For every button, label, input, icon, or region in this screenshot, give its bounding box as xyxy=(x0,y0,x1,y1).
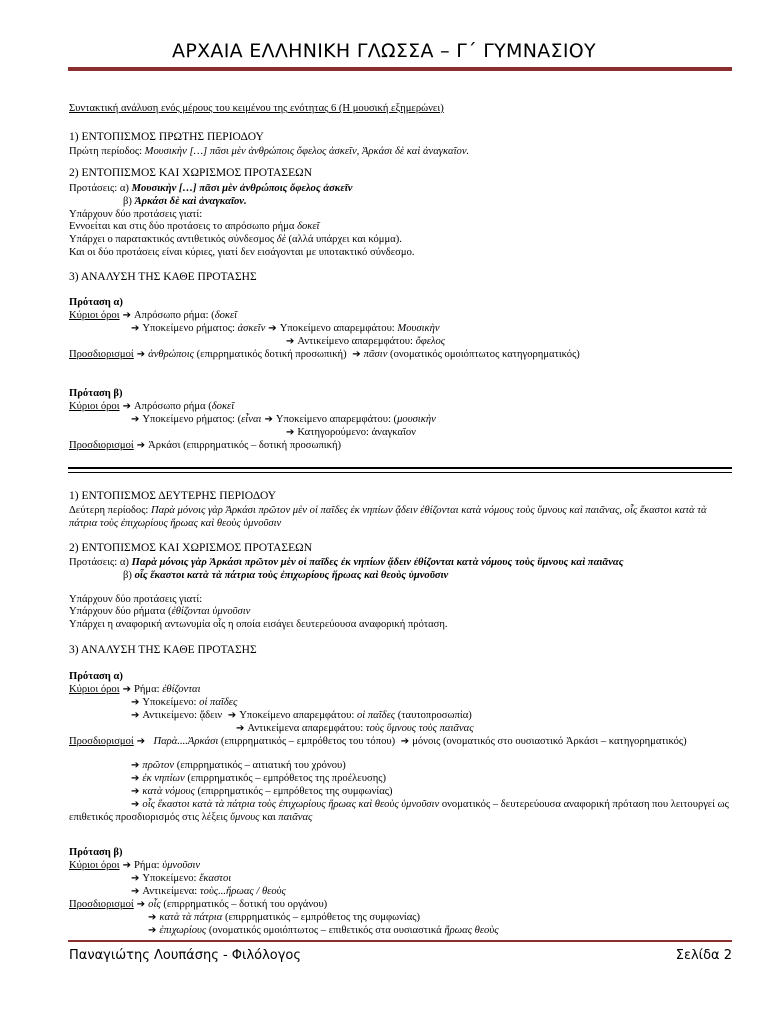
p1-a3-word: ὄφελος xyxy=(415,336,446,347)
p2-a8-word: κατὰ νόμους xyxy=(142,786,195,797)
p1-w2-word: δὲ xyxy=(276,234,286,245)
p2-w1-verbs: ἐθίζονται ὑμνοῦσιν xyxy=(171,606,251,617)
p1-pb-text: Ἀρκάσι δὲ καὶ ἀναγκαῖον. xyxy=(134,196,247,207)
p2-a3-note: (ταυτοπροσωπία) xyxy=(395,710,472,721)
p2-clause-a-title: Πρόταση α) xyxy=(69,671,123,682)
p1-b3-text: Κατηγορούμενο: xyxy=(297,427,372,438)
arrow-right-icon: ➔ xyxy=(136,736,146,747)
p2-a6-text: (επιρρηματικός – αιτιατική του χρόνου) xyxy=(174,760,346,771)
p1-a3-text: Αντικείμενο απαρεμφάτου: xyxy=(297,336,416,347)
p2-a2-text: Υποκείμενο: xyxy=(142,697,200,708)
p1-l1-label: Πρώτη περίοδος: xyxy=(69,146,145,157)
p1-a-row-1 xyxy=(69,310,733,322)
arrow-right-icon: ➔ xyxy=(122,401,131,412)
p2-b-row-1 xyxy=(69,860,733,872)
arrow-right-icon: ➔ xyxy=(131,710,140,721)
p1-a2-word: ἀσκεῖν xyxy=(237,323,266,334)
arrow-right-icon: ➔ xyxy=(131,697,140,708)
arrow-right-icon: ➔ xyxy=(227,710,237,721)
modifiers-label: Προσδιορισμοί xyxy=(69,899,134,910)
arrow-right-icon: ➔ xyxy=(131,760,140,771)
p1-a4-word2: πᾶσιν xyxy=(363,349,388,360)
p2-a-row-8 xyxy=(128,786,768,798)
p2-b3-text: Αντικείμενα: xyxy=(142,886,200,897)
p2-a-row-6 xyxy=(128,760,768,772)
arrow-right-icon: ➔ xyxy=(136,899,146,910)
arrow-right-icon: ➔ xyxy=(122,860,131,871)
p2-clause-b xyxy=(123,570,768,582)
p2-a6-word: πρῶτον xyxy=(142,760,175,771)
p2-a-row-4 xyxy=(233,723,768,735)
p2-pb-text: οἷς ἕκαστοι κατὰ τὰ πάτρια τοὺς ἐπιχωρίους ἥρωας καὶ θεοὺς ὑμνοῦσιν xyxy=(134,570,449,581)
arrow-right-icon: ➔ xyxy=(148,912,157,923)
p1-b-row-1 xyxy=(69,401,733,413)
p2-a3-text2: Υποκείμενο απαρεμφάτου: xyxy=(239,710,357,721)
p2-a-row-5 xyxy=(69,736,733,749)
p2-b-row-3 xyxy=(128,886,768,898)
intro-text: Συντακτική ανάλυση ενός μέρους του κειμένου της ενότητας 6 (Η μουσική εξημερώνει) xyxy=(69,103,444,114)
p2-b3-word: τοὺς...ἥρωας / θεοὺς xyxy=(199,886,286,897)
p1-heading-2: 2) ΕΝΤΟΠΙΣΜΟΣ ΚΑΙ ΧΩΡΙΣΜΟΣ ΠΡΟΤΑΣΕΩΝ xyxy=(69,167,312,179)
main-terms-label: Κύριοι όροι xyxy=(69,684,120,695)
p2-a-row-9 xyxy=(69,799,733,824)
p2-pa-text: Παρὰ μόνοις γὰρ Ἀρκάσι πρῶτον μὲν οἱ παῖδες ἐκ νηπίων ᾄδειν ἐθίζονται κατὰ νόμους τοὺς ὕμνους καὶ παιᾶνας xyxy=(131,557,624,568)
p1-b2-word: εἶναι xyxy=(241,414,262,425)
p2-b1-word: ὑμνοῦσιν xyxy=(162,860,201,871)
p1-b-row-2 xyxy=(128,414,768,426)
p2-b6-text: (ονοματικός ομοιόπτωτος – επιθετικός στα ουσιαστικά xyxy=(206,925,445,936)
p1-clause-b xyxy=(123,196,768,208)
p2-w1-text: Υπάρχουν δύο ρήματα ( xyxy=(69,606,172,617)
p1-l1-text: Μουσικὴν […] πᾶσι μὲν ἀνθρώποις ὄφελος ἀσκεῖν, Ἀρκάσι δὲ καὶ ἀναγκαῖον. xyxy=(144,146,470,157)
p1-a1-text: Απρόσωπο ρήμα: ( xyxy=(133,310,215,321)
p2-b5-word: κατὰ τὰ πάτρια xyxy=(159,912,223,923)
p2-a-row-3 xyxy=(128,710,768,722)
p2-a5-text2: μόνοις (ονοματικός στο ουσιαστικό Ἀρκάσι – κατηγορηματικός) xyxy=(412,736,687,747)
p2-a9-text: ονοματικός – δευτερεύουσα αναφορική πρόταση που λειτουργεί ως επιθετικός προσδιορισμός στις λέξεις xyxy=(69,799,729,823)
p1-why: Υπάρχουν δύο προτάσεις γιατί: xyxy=(69,209,203,220)
p2-a4-text: Αντικείμενα απαρεμφάτου: xyxy=(247,723,366,734)
p2-b-row-6 xyxy=(145,925,768,937)
arrow-right-icon: ➔ xyxy=(148,925,157,936)
arrow-right-icon: ➔ xyxy=(136,349,146,360)
p2-a-row-2 xyxy=(128,697,768,709)
p1-a-row-2 xyxy=(128,323,768,335)
p2-a9-clause: οἷς ἕκαστοι κατὰ τὰ πάτρια τοὺς ἐπιχωρίους ἥρωας καὶ θεοὺς ὑμνοῦσιν xyxy=(142,799,440,810)
p2-b5-text: (επιρρηματικός – εμπρόθετος της συμφωνίας) xyxy=(222,912,421,923)
p2-b6-words: ἥρωας θεοὺς xyxy=(444,925,499,936)
p2-b-row-4 xyxy=(69,899,733,911)
p1-heading-3: 3) ΑΝΑΛΥΣΗ ΤΗΣ ΚΑΘΕ ΠΡΟΤΑΣΗΣ xyxy=(69,271,257,283)
p1-b-row-4 xyxy=(69,440,733,452)
arrow-right-icon: ➔ xyxy=(136,440,146,451)
main-terms-label: Κύριοι όροι xyxy=(69,401,120,412)
p2-l1-text: Παρὰ μόνοις γὰρ Ἀρκάσι πρῶτον μὲν οἱ παῖδες ἐκ νηπίων ᾄδειν ἐθίζονται κατὰ νόμους τοὺς ὕμνους καὶ παιᾶνας, οἷς ἕκαστοι κατὰ τὰ πάτρια τοὺς ἐπιχωρίους ἥρωας καὶ θεοὺς ὑμνοῦσιν xyxy=(69,505,707,529)
p1-a-row-4 xyxy=(69,349,733,361)
arrow-right-icon: ➔ xyxy=(131,786,140,797)
arrow-right-icon: ➔ xyxy=(352,349,361,360)
p1-a4-word: ἀνθρώποις xyxy=(148,349,194,360)
p2-l1-label: Δεύτερη περίοδος: xyxy=(69,505,151,516)
p1-b4-text: Ἀρκάσι (επιρρηματικός – δοτική προσωπική) xyxy=(148,440,342,451)
p2-b4-text: (επιρρηματικός – δοτική του οργάνου) xyxy=(160,899,328,910)
p1-a2-text2: Υποκείμενο απαρεμφάτου: xyxy=(279,323,398,334)
p1-pa-text: Μουσικὴν […] πᾶσι μὲν ἀνθρώποις ὄφελος ἀσκεῖν xyxy=(131,183,353,194)
p2-a1-text: Ρήμα: xyxy=(133,684,163,695)
header-divider xyxy=(68,67,732,71)
p2-b4-word: οἷς xyxy=(148,899,161,910)
p2-a9-word2: παιᾶνας xyxy=(278,811,313,823)
p2-a7-text: (επιρρηματικός – εμπρόθετος της προέλευσης) xyxy=(184,773,386,784)
p1-w2-rest: (αλλά υπάρχει και κόμμα). xyxy=(285,234,402,245)
page-title: ΑΡΧΑΙΑ ΕΛΛΗΝΙΚΗ ΓΛΩΣΣΑ – Γ΄ ΓΥΜΝΑΣΙΟΥ xyxy=(172,40,596,62)
modifiers-label: Προσδιορισμοί xyxy=(69,349,134,360)
p1-pa-label: Προτάσεις: α) xyxy=(69,183,132,194)
p2-b2-text: Υποκείμενο: xyxy=(142,873,200,884)
arrow-right-icon: ➔ xyxy=(264,414,273,425)
main-terms-label: Κύριοι όροι xyxy=(69,310,120,321)
arrow-right-icon: ➔ xyxy=(131,799,140,810)
p1-w1-verb: δοκεῖ xyxy=(297,221,320,232)
section-divider xyxy=(68,467,732,473)
p2-a3-word: οἱ παῖδες xyxy=(356,710,396,721)
footer-author: Παναγιώτης Λουπάσης - Φιλόλογος xyxy=(69,948,302,963)
p2-a-row-7 xyxy=(128,773,768,785)
arrow-right-icon: ➔ xyxy=(122,684,131,695)
p2-why-1 xyxy=(69,606,733,618)
p1-why-1 xyxy=(69,221,733,233)
p1-a4-text: (επιρρηματικός δοτική προσωπική) xyxy=(193,349,350,360)
arrow-right-icon: ➔ xyxy=(131,414,140,425)
p1-a2-word2: Μουσικὴν xyxy=(397,323,440,334)
footer-divider xyxy=(68,940,732,942)
p2-heading-1: 1) ΕΝΤΟΠΙΣΜΟΣ ΔΕΥΤΕΡΗΣ ΠΕΡΙΟΔΟΥ xyxy=(69,490,277,502)
p2-b-row-2 xyxy=(128,873,768,885)
arrow-right-icon: ➔ xyxy=(122,310,131,321)
p1-b-row-3 xyxy=(283,427,768,439)
p2-a7-word: ἐκ νηπίων xyxy=(142,773,185,784)
p2-a2-word: οἱ παῖδες xyxy=(199,697,238,708)
p2-a1-word: ἐθίζονται xyxy=(162,684,201,695)
p2-b6-word: ἐπιχωρίους xyxy=(159,925,207,936)
p2-b1-text: Ρήμα: xyxy=(133,860,163,871)
arrow-right-icon: ➔ xyxy=(236,723,245,734)
p1-a2-text: Υποκείμενο ρήματος: xyxy=(142,323,238,334)
p1-w1-text: Εννοείται και στις δύο προτάσεις το απρόσωπο ρήμα xyxy=(69,221,298,232)
p1-a1-word: δοκεῖ xyxy=(214,310,238,321)
arrow-right-icon: ➔ xyxy=(131,323,140,334)
arrow-right-icon: ➔ xyxy=(131,886,140,897)
p1-clause-b-title: Πρόταση β) xyxy=(69,388,123,399)
p1-b2-text: Υποκείμενο ρήματος: ( xyxy=(142,414,242,425)
p1-clause-a-title: Πρόταση α) xyxy=(69,297,123,308)
p2-a8-text: (επιρρηματικός – εμπρόθετος της συμφωνίας) xyxy=(194,786,393,797)
p2-a5-word: Παρὰ....Ἀρκάσι xyxy=(153,736,219,747)
p2-a5-text: (επιρρηματικός – εμπρόθετος του τόπου) xyxy=(218,736,398,747)
p2-a3-text: Αντικείμενο: ᾄδειν xyxy=(142,710,225,721)
p1-line-1 xyxy=(69,146,733,158)
p2-clause-a xyxy=(69,557,733,569)
arrow-right-icon: ➔ xyxy=(268,323,277,334)
p2-heading-3: 3) ΑΝΑΛΥΣΗ ΤΗΣ ΚΑΘΕ ΠΡΟΤΑΣΗΣ xyxy=(69,644,257,656)
p2-a9-word1: ὕμνους xyxy=(230,811,260,823)
p2-b2-word: ἕκαστοι xyxy=(199,873,232,884)
p2-a-row-1 xyxy=(69,684,733,696)
p1-pb-label: β) xyxy=(123,196,135,207)
main-terms-label: Κύριοι όροι xyxy=(69,860,120,871)
p1-why-2 xyxy=(69,234,733,246)
p2-clause-b-title: Πρόταση β) xyxy=(69,847,123,858)
modifiers-label: Προσδιορισμοί xyxy=(69,736,134,747)
p1-a-row-3 xyxy=(283,336,768,348)
arrow-right-icon: ➔ xyxy=(286,336,295,347)
p2-a4-word: τοὺς ὕμνους τοὺς παιᾶνας xyxy=(365,723,474,734)
p2-line-1 xyxy=(69,504,733,530)
p2-pa-label: Προτάσεις: α) xyxy=(69,557,132,568)
modifiers-label: Προσδιορισμοί xyxy=(69,440,134,451)
p1-why-3: Και οι δύο προτάσεις είναι κύριες, γιατί δεν εισάγονται με υποτακτικό σύνδεσμο. xyxy=(69,247,415,258)
arrow-right-icon: ➔ xyxy=(400,736,410,747)
p2-pb-label: β) xyxy=(123,570,135,581)
p1-clause-a xyxy=(69,183,733,195)
p1-b3-word: ἀναγκαῖον xyxy=(371,427,416,438)
p1-b1-word: δοκεῖ xyxy=(211,401,235,412)
p1-heading-1: 1) ΕΝΤΟΠΙΣΜΟΣ ΠΡΩΤΗΣ ΠΕΡΙΟΔΟΥ xyxy=(69,131,264,143)
p2-heading-2: 2) ΕΝΤΟΠΙΣΜΟΣ ΚΑΙ ΧΩΡΙΣΜΟΣ ΠΡΟΤΑΣΕΩΝ xyxy=(69,542,312,554)
footer-page-number: Σελίδα 2 xyxy=(675,948,732,963)
p1-b2-text2: Υποκείμενο απαρεμφάτου: ( xyxy=(275,414,398,425)
p1-a4-text2: (ονοματικός ομοιόπτωτος κατηγορηματικός) xyxy=(387,349,580,360)
arrow-right-icon: ➔ xyxy=(131,773,140,784)
arrow-right-icon: ➔ xyxy=(131,873,140,884)
p1-b2-word2: μουσικὴν xyxy=(397,414,436,425)
p2-b-row-5 xyxy=(145,912,768,924)
p2-why: Υπάρχουν δύο προτάσεις γιατί: xyxy=(69,594,203,605)
p2-a9-and: και xyxy=(259,811,279,823)
p1-w2-text: Υπάρχει ο παρατακτικός αντιθετικός σύνδεσμος xyxy=(69,234,277,245)
p1-b1-text: Απρόσωπο ρήμα ( xyxy=(133,401,212,412)
arrow-right-icon: ➔ xyxy=(286,427,295,438)
p2-why-2: Υπάρχει η αναφορική αντωνυμία οἷς η οποία εισάγει δευτερεύουσα αναφορική πρόταση. xyxy=(69,619,448,630)
intro-line xyxy=(69,103,733,115)
